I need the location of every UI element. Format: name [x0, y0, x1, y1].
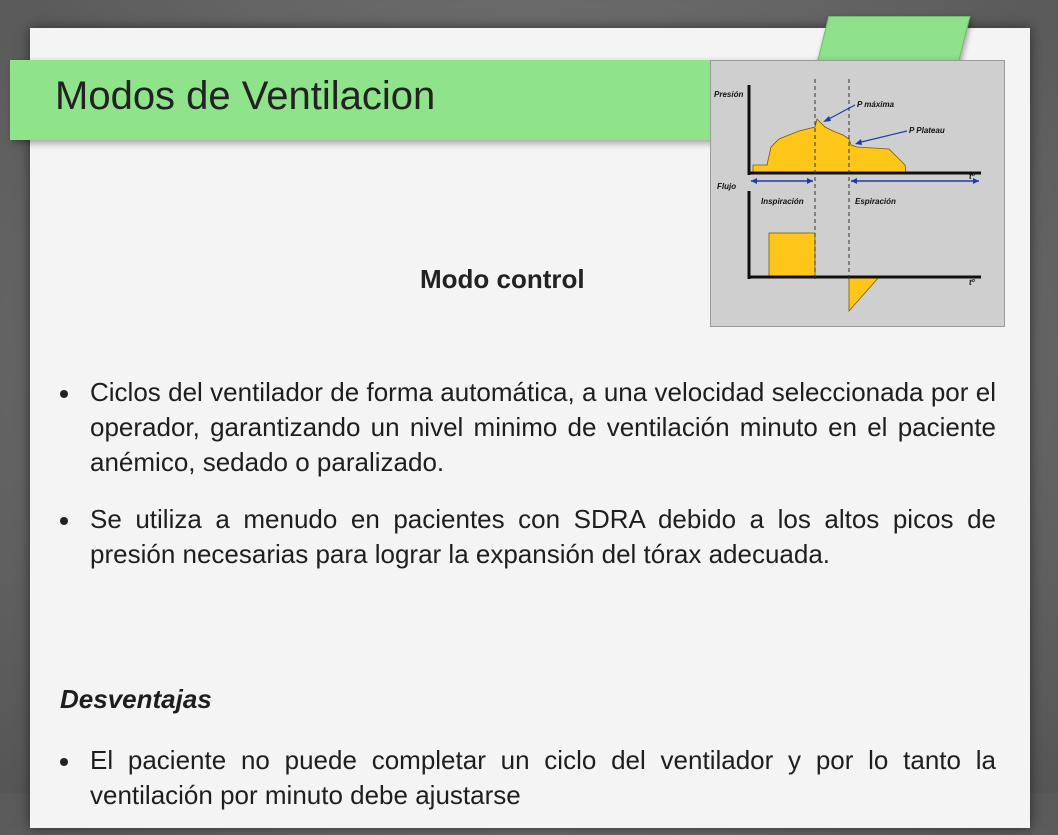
bullet-item [60, 743, 996, 813]
bullet-icon [60, 390, 68, 398]
bullet-text: Ciclos del ventilador de forma automática, a una velocidad seleccionada por el operador, garantizando un nivel minimo de ventilación minuto en el paciente anémico, sedado o paralizado. [90, 377, 996, 477]
bullet-item [60, 502, 996, 572]
flow-expiration-triangle [849, 277, 879, 311]
bullet-text: El paciente no puede completar un ciclo del ventilador y por lo tanto la ventilación por minuto debe ajustarse [90, 745, 996, 810]
flow-label: Flujo [717, 182, 737, 191]
bullet-icon [60, 517, 68, 525]
inspiration-label: Inspiración [761, 197, 804, 206]
waveform-graphic [711, 61, 1004, 326]
flow-inspiration-bar [769, 233, 815, 277]
slide-subtitle: Modo control [420, 264, 585, 294]
time-label-bottom: tº [969, 278, 975, 287]
bullet-list-disadvantages [60, 743, 996, 835]
ventilation-waveform-figure [710, 60, 1005, 327]
pressure-label: Presión [714, 90, 744, 99]
p-plateau-label: P Plateau [909, 126, 945, 135]
bullet-list [60, 375, 996, 594]
bullet-icon [60, 758, 68, 766]
p-max-label: P máxima [857, 100, 895, 109]
expiration-label: Espiración [855, 197, 896, 206]
bullet-text: Se utiliza a menudo en pacientes con SDRA debido a los altos picos de presión necesarias para lograr la expansión del tórax adecuada. [90, 504, 996, 569]
pressure-waveform [753, 119, 906, 173]
bullet-item [60, 375, 996, 480]
section-heading: Desventajas [60, 684, 212, 714]
time-label-top: tº [969, 172, 975, 181]
slide-title: Modos de Ventilacion [55, 74, 436, 118]
